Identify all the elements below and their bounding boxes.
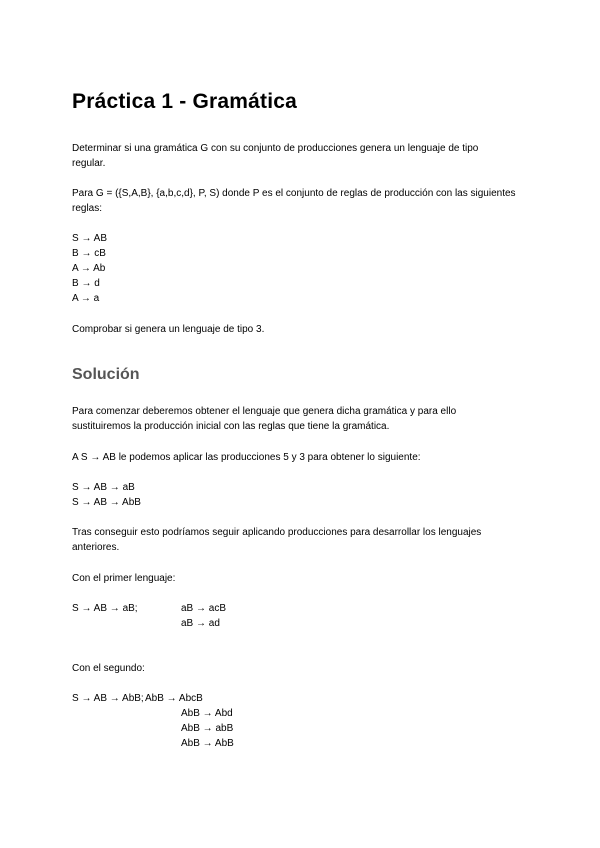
first-derivation-left: S → AB → aB;: [72, 603, 138, 614]
intro-paragraph-2-line-1: Para G = ({S,A,B}, {a,b,c,d}, P, S) donde P es el conjunto de reglas de producción con las siguientes: [72, 188, 516, 199]
solution-paragraph-1-line-1: Para comenzar deberemos obtener el lenguaje que genera dicha gramática y para ello: [72, 406, 457, 417]
first-derivation-right-1: aB → acB: [181, 603, 227, 614]
rule-5: A → a: [72, 293, 100, 304]
solution-heading: Solución: [72, 366, 140, 383]
intro-paragraph-1-line-1: Determinar si una gramática G con su conjunto de producciones genera un lenguaje de tipo: [72, 143, 479, 154]
second-derivation-mid: AbB → AbcB: [145, 693, 203, 704]
first-derivation-right-2: aB → ad: [181, 618, 220, 629]
solution-paragraph-2: A S → AB le podemos aplicar las producciones 5 y 3 para obtener lo siguiente:: [72, 452, 421, 463]
solution-paragraph-1-line-2: sustituiremos la producción inicial con las reglas que tiene la gramática.: [72, 421, 390, 432]
intro-paragraph-2-line-2: reglas:: [72, 203, 103, 214]
second-derivation-right-1: AbB → Abd: [181, 708, 233, 719]
rule-2: B → cB: [72, 248, 106, 259]
rule-4: B → d: [72, 278, 100, 289]
derivation-1: S → AB → aB: [72, 482, 135, 493]
rule-1: S → AB: [72, 233, 108, 244]
task-text: Comprobar si genera un lenguaje de tipo 3.: [72, 324, 265, 335]
second-derivation-right-2: AbB → abB: [181, 723, 234, 734]
solution-paragraph-3-line-1: Tras conseguir esto podríamos seguir aplicando producciones para desarrollar los lenguajes: [72, 527, 482, 538]
solution-paragraph-3-line-2: anteriores.: [72, 542, 120, 553]
page-title: Práctica 1 - Gramática: [72, 90, 298, 113]
second-language-label: Con el segundo:: [72, 663, 145, 674]
rule-3: A → Ab: [72, 263, 106, 274]
derivation-2: S → AB → AbB: [72, 497, 141, 508]
intro-paragraph-1-line-2: regular.: [72, 158, 106, 169]
second-derivation-left: S → AB → AbB;: [72, 693, 144, 704]
second-derivation-right-3: AbB → AbB: [181, 738, 234, 749]
first-language-label: Con el primer lenguaje:: [72, 573, 176, 584]
